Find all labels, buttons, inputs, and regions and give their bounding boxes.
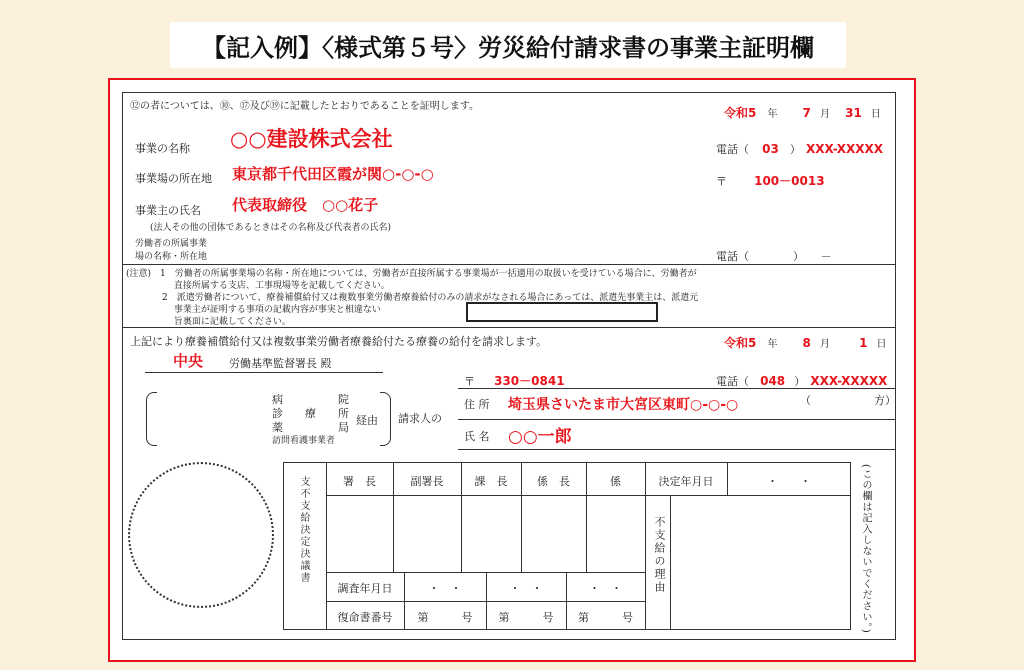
header-unit-chief: 係 長: [537, 475, 570, 488]
bureau-field: 中央 労働基準監督署長 殿: [145, 350, 383, 373]
report-no-1: 第 号: [417, 611, 473, 624]
org-note: (法人その他の団体であるときはその名称及び代表者の氏名): [150, 223, 392, 233]
certify-text: ⑫の者については、⑩、⑰及び⑲に記載したとおりであることを証明します。: [130, 101, 479, 112]
reason-label: 不支給の理由: [653, 516, 666, 594]
report-no-label: 復命書番号: [337, 611, 393, 624]
report-no-2: 第 号: [498, 611, 554, 624]
note-line-3: 2 派遣労働者について、療養補償給付又は複数事業労働者療養給付のみの請求がなされる場合にあっては、派遣先事業主は、派遣元: [126, 293, 699, 303]
request-text: 上記により療養補償給付又は複数事業労働者療養給付たる療養の給付を請求します。: [130, 335, 548, 348]
header-section-chief: 課 長: [474, 475, 508, 488]
hospital-label-h: 経由: [356, 414, 378, 427]
business-phone: 電話（ 03 ） XXX-XXXXX: [716, 142, 884, 156]
decision-date-dots: ・ ・: [767, 475, 811, 488]
request-date: 令和5 年 8 月 1 日: [724, 336, 887, 350]
header-staff: 係: [610, 475, 621, 488]
hospital-label-d: 療: [305, 407, 316, 420]
hospital-label-i: 訪問看護事業者: [272, 436, 336, 446]
requester-address-label: 住 所: [464, 398, 490, 411]
left-bracket: [146, 392, 157, 446]
hospital-label-e: 所: [338, 407, 349, 420]
requester-name-label: 氏 名: [464, 430, 490, 443]
survey-date-label: 調査年月日: [337, 582, 393, 595]
address-label: 事業場の所在地: [135, 172, 212, 185]
business-address: 東京都千代田区霞が関○-○-○: [232, 165, 434, 183]
hospital-label-g: 局: [338, 421, 349, 434]
decision-date-label: 決定年月日: [658, 475, 714, 488]
owner-label: 事業主の氏名: [135, 204, 201, 217]
page-title: 【記入例】〈様式第５号〉労災給付請求書の事業主証明欄: [170, 22, 846, 68]
business-postal: 〒 100－0013: [716, 174, 825, 188]
blank-phone: 電話（ ） －: [716, 250, 832, 263]
requester-postal: 〒 330－0841: [464, 374, 565, 388]
right-bracket: [380, 392, 391, 446]
survey-dots-1: ・ ・: [428, 582, 462, 595]
note-line-1: (注意) 1 労働者の所属事業場の名称・所在地については、労働者が直接所属する事業場が一括適用の取扱いを受けている場合に、労働者が: [126, 269, 697, 279]
worker-office-label-2: 場の名称・所在地: [135, 252, 208, 262]
business-name-label: 事業の名称: [135, 142, 190, 155]
requester-name: ○○一郎: [508, 427, 572, 447]
requester-address: 埼玉県さいたま市大宮区東町○-○-○: [508, 397, 739, 413]
header-deputy: 副署長: [410, 475, 444, 488]
seal-circle: [128, 462, 274, 608]
survey-dots-3: ・ ・: [589, 582, 622, 595]
requester-phone: 電話（ 048 ） XXX-XXXXX: [716, 374, 888, 388]
cert-date: 令和5 年 7 月 31 日: [724, 106, 881, 120]
note-line-2: 直接所属する支店、工事現場等を記載してください。: [126, 281, 390, 291]
note-line-5: 旨裏面に記載してください。: [126, 317, 291, 327]
address-paren-close: 方）: [874, 394, 896, 407]
hospital-label-a: 病: [272, 393, 283, 406]
survey-dots-2: ・ ・: [509, 582, 543, 595]
address-paren-open: （: [800, 394, 811, 407]
header-chief: 署 長: [343, 475, 376, 488]
side-note: (この欄は記入しないでください。): [860, 464, 871, 634]
hospital-label-f: 薬: [272, 421, 283, 434]
requester-label: 請求人の: [398, 412, 442, 425]
decision-vertical-label: 支不支給決定決議書: [298, 476, 309, 584]
report-no-3: 第 号: [578, 611, 633, 624]
note-line-4: 事業主が証明する事項の記載内容が事実と相違ない: [126, 305, 381, 315]
owner-name: 代表取締役 ○○花子: [232, 196, 379, 214]
note-checkbox: [466, 302, 658, 322]
hospital-label-b: 院: [338, 393, 349, 406]
business-name: ○○建設株式会社: [230, 127, 393, 151]
worker-office-label-1: 労働者の所属事業: [135, 239, 208, 249]
hospital-label-c: 診: [272, 407, 283, 420]
